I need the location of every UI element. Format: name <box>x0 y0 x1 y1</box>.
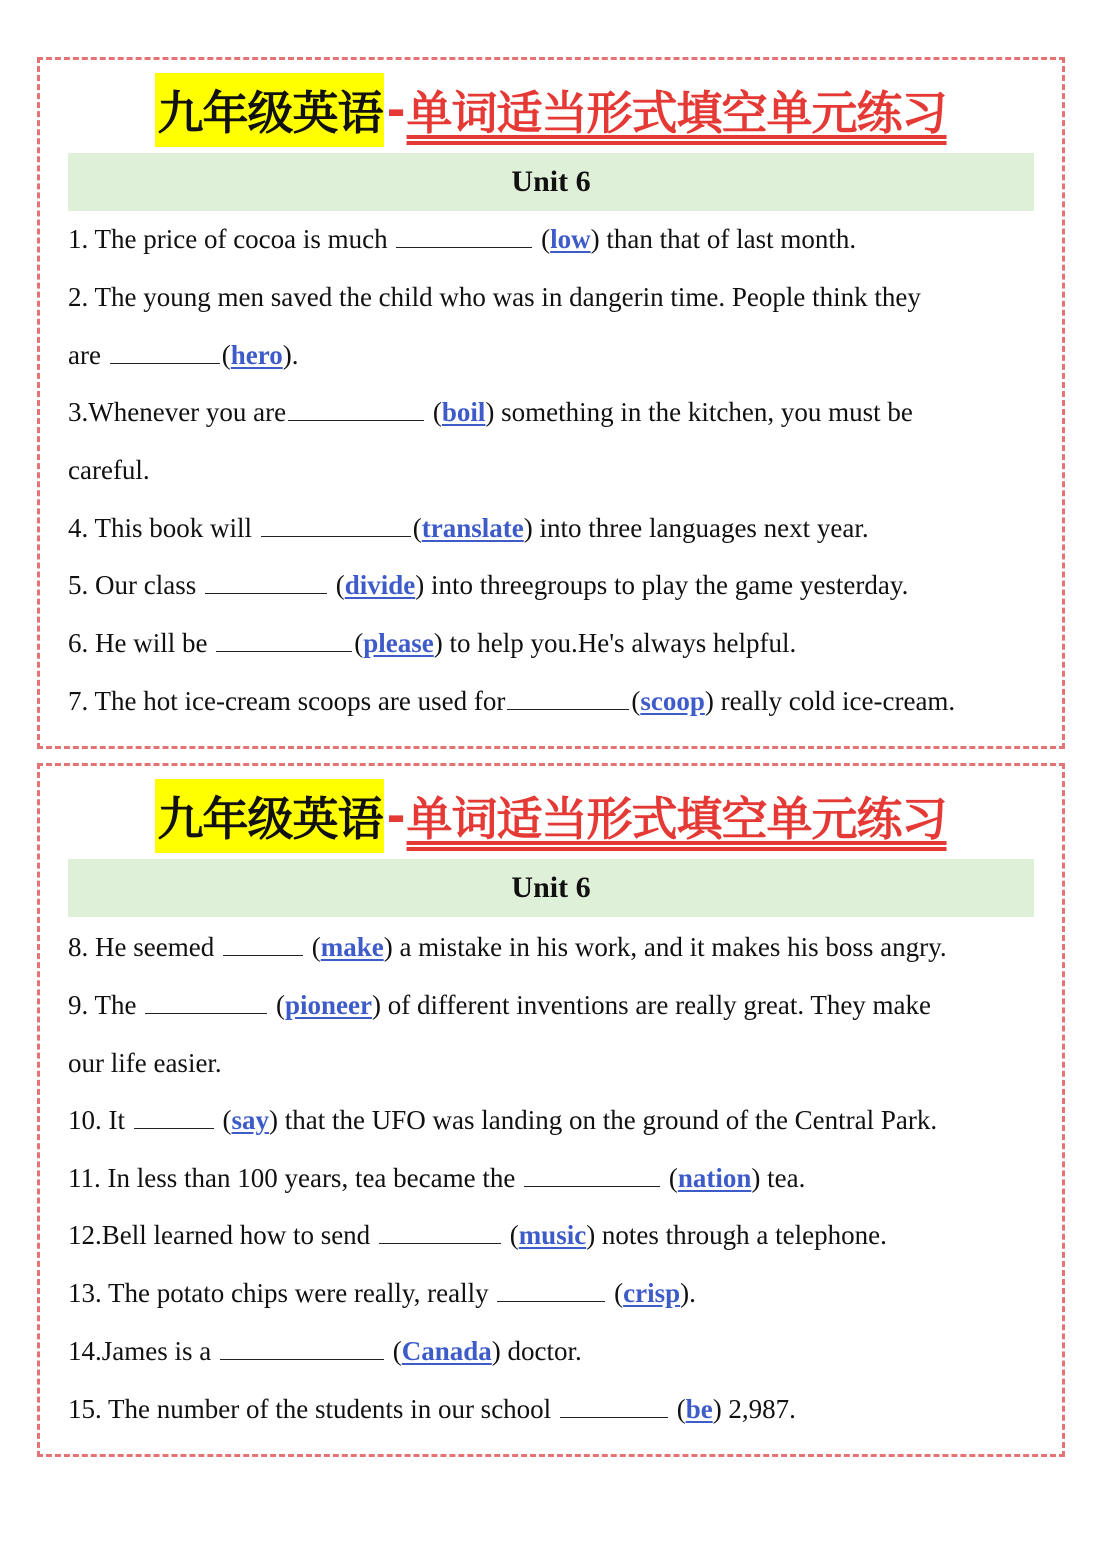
word-hint: translate <box>421 513 524 543</box>
word-hint: nation <box>677 1163 752 1193</box>
question-11: 11. In less than 100 years, tea became the (nation) tea. <box>68 1163 806 1193</box>
exercise-panel-1 <box>37 57 1065 749</box>
word-hint: pioneer <box>285 990 372 1020</box>
word-hint: music <box>518 1220 587 1250</box>
answer-blank[interactable] <box>524 1164 660 1187</box>
title-main: 单词适当形式填空单元练习 <box>406 86 947 140</box>
question-14: 14.James is a (Canada) doctor. <box>68 1336 582 1366</box>
question-10: 10. It (say) that the UFO was landing on the ground of the Central Park. <box>68 1105 938 1135</box>
answer-blank[interactable] <box>145 991 267 1014</box>
answer-blank[interactable] <box>396 225 532 248</box>
page-title <box>40 776 1062 856</box>
question-7: 7. The hot ice-cream scoops are used for (scoop) really cold ice-cream. <box>68 686 956 716</box>
word-hint: make <box>320 932 384 962</box>
title-grade: 九年级英语 <box>155 73 384 147</box>
answer-blank[interactable] <box>134 1106 214 1129</box>
title-main: 单词适当形式填空单元练习 <box>406 792 947 846</box>
answer-blank[interactable] <box>216 629 352 652</box>
page-title <box>40 70 1062 150</box>
question-2: 2. The young men saved the child who was in dangerin time. People think they are (hero). <box>68 282 921 370</box>
question-12: 12.Bell learned how to send (music) notes through a telephone. <box>68 1220 887 1250</box>
answer-blank[interactable] <box>497 1279 605 1302</box>
question-8: 8. He seemed (make) a mistake in his work, and it makes his boss angry. <box>68 932 947 962</box>
answer-blank[interactable] <box>507 687 629 710</box>
answer-blank[interactable] <box>223 933 303 956</box>
word-hint: hero <box>230 339 283 370</box>
unit-heading: Unit 6 <box>68 859 1034 917</box>
word-hint: divide <box>344 570 416 600</box>
question-15: 15. The number of the students in our school (be) 2,987. <box>68 1394 796 1424</box>
word-hint: please <box>363 628 434 658</box>
answer-blank[interactable] <box>220 1337 384 1360</box>
word-hint: be <box>685 1394 713 1424</box>
word-hint: crisp <box>623 1278 681 1308</box>
answer-blank[interactable] <box>560 1395 668 1418</box>
exercise-panel-2 <box>37 763 1065 1457</box>
word-hint: say <box>231 1105 270 1135</box>
question-1: 1. The price of cocoa is much (low) than that of last month. <box>68 224 857 254</box>
question-5: 5. Our class (divide) into threegroups to play the game yesterday. <box>68 570 909 600</box>
word-hint: low <box>550 224 591 254</box>
answer-blank[interactable] <box>110 341 220 364</box>
question-6: 6. He will be (please) to help you.He's always helpful. <box>68 628 797 658</box>
title-dash: - <box>386 83 405 137</box>
word-hint: boil <box>441 397 486 427</box>
word-hint: scoop <box>640 686 705 716</box>
answer-blank[interactable] <box>379 1221 501 1244</box>
question-3: 3.Whenever you are (boil) something in the kitchen, you must be careful. <box>68 397 913 485</box>
answer-blank[interactable] <box>288 398 424 421</box>
word-hint: Canada <box>401 1336 492 1366</box>
answer-blank[interactable] <box>205 571 327 594</box>
title-grade: 九年级英语 <box>155 779 384 853</box>
question-9: 9. The (pioneer) of different inventions are really great. They make our life easier. <box>68 990 932 1078</box>
title-dash: - <box>386 789 405 843</box>
answer-blank[interactable] <box>261 514 411 537</box>
unit-heading: Unit 6 <box>68 153 1034 211</box>
question-13: 13. The potato chips were really, really (crisp). <box>68 1278 696 1308</box>
question-4: 4. This book will (translate) into three languages next year. <box>68 513 869 543</box>
